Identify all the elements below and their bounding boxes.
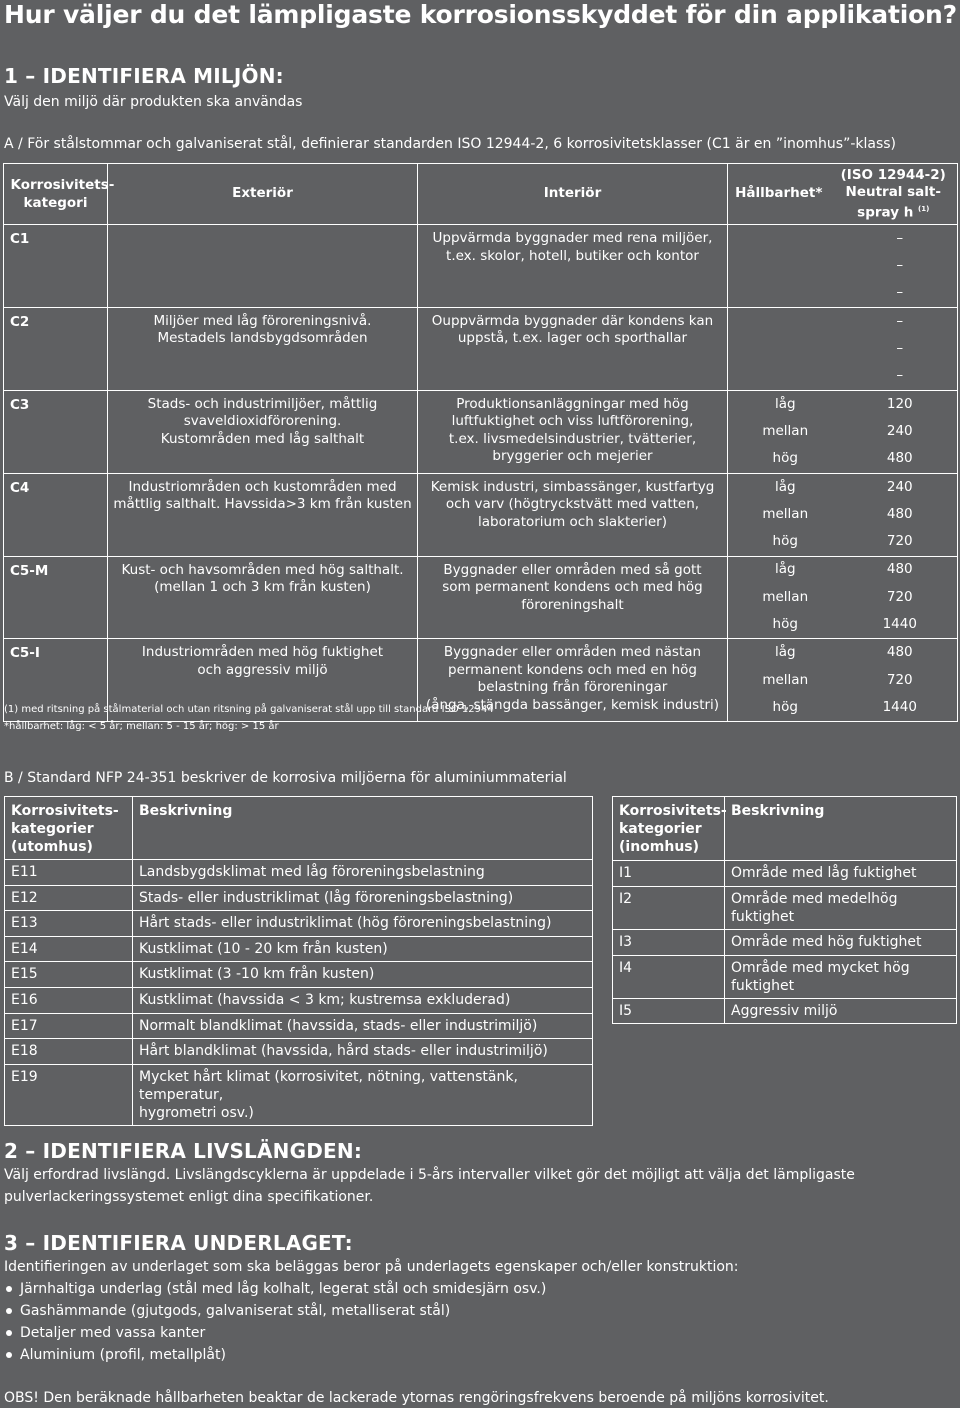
list-item: Aluminium (profil, metallplåt) <box>4 1344 546 1366</box>
category-code: E14 <box>5 936 133 962</box>
durability-level: låg <box>774 478 796 495</box>
exterior-cell: Stads- och industrimiljöer, måttlig svaveldioxidförorening. Kustområden med låg salthalt <box>108 390 418 473</box>
section3-heading: 3 – IDENTIFIERA UNDERLAGET: <box>4 1231 353 1255</box>
header-interior: Interiör <box>418 164 728 225</box>
durability-cell <box>728 639 958 722</box>
durability-cell <box>728 473 958 556</box>
footnote-1: (1) med ritsning på stålmaterial och utan ritsning på galvaniserat stål upp till standard ISO 12944 <box>4 704 494 715</box>
exterior-cell: Industriområden och kustområden med måttlig salthalt. Havssida>3 km från kusten <box>108 473 418 556</box>
salt-spray-hours: 480 <box>886 450 913 467</box>
category-description: Kustklimat (3 -10 km från kusten) <box>133 962 593 988</box>
list-item: Gashämmande (gjutgods, galvaniserat stål, metalliserat stål) <box>4 1300 546 1322</box>
category-cell: C5-M <box>4 556 108 639</box>
header-durability: Hållbarhet* <box>728 164 830 225</box>
bullet-icon <box>6 1352 12 1358</box>
durability-level <box>728 225 843 252</box>
category-code: I1 <box>613 861 725 887</box>
category-description: Aggressiv miljö <box>725 998 957 1024</box>
durability-level: låg <box>774 395 796 412</box>
durability-level: hög <box>772 450 798 467</box>
bullet-icon <box>6 1308 12 1314</box>
table-row <box>5 860 593 886</box>
outdoor-categories-table <box>4 796 593 1126</box>
table-row <box>5 885 593 911</box>
durability-level: låg <box>774 561 796 578</box>
durability-level: hög <box>772 698 798 715</box>
category-code: I3 <box>613 929 725 955</box>
category-cell: C3 <box>4 390 108 473</box>
section3-intro: Identifieringen av underlaget som ska beläggas beror på underlagets egenskaper och/eller konstruktion: <box>4 1259 739 1275</box>
interior-cell: Byggnader eller områden med nästan permanent kondens och med en hög belastning från föroreningar (ånga, stängda bassänger, kemisk industri) <box>418 639 728 722</box>
exterior-cell <box>108 225 418 308</box>
salt-spray-hours: – <box>896 229 904 246</box>
category-description: Normalt blandklimat (havssida, stads- eller industrimiljö) <box>133 1013 593 1039</box>
category-description: Kustklimat (10 - 20 km från kusten) <box>133 936 593 962</box>
table-row <box>4 307 958 390</box>
category-description: Hårt stads- eller industriklimat (hög föroreningsbelastning) <box>133 911 593 937</box>
substrate-list <box>4 1278 546 1366</box>
outdoor-header-description: Beskrivning <box>133 797 593 860</box>
salt-spray-hours: 720 <box>886 588 913 605</box>
salt-spray-hours: 240 <box>886 422 913 439</box>
durability-level: hög <box>772 533 798 550</box>
category-description: Mycket hårt klimat (korrosivitet, nötning, vattenstänk, temperatur, hygrometri osv.) <box>133 1064 593 1125</box>
table-row <box>5 1039 593 1065</box>
category-description: Område med hög fuktighet <box>725 929 957 955</box>
salt-spray-hours: 1440 <box>882 698 917 715</box>
interior-cell: Kemisk industri, simbassänger, kustfartyg och varv (högtryckstvätt med vatten, laboratorium och slakterier) <box>418 473 728 556</box>
indoor-categories-table <box>612 796 957 1024</box>
salt-spray-hours: 480 <box>886 644 913 661</box>
category-code: E15 <box>5 962 133 988</box>
bullet-icon <box>6 1330 12 1336</box>
exterior-cell: Miljöer med låg föroreningsnivå. Mestadels landsbygdsområden <box>108 307 418 390</box>
exterior-cell: Kust- och havsområden med hög salthalt. (mellan 1 och 3 km från kusten) <box>108 556 418 639</box>
bullet-icon <box>6 1286 12 1292</box>
category-description: Hårt blandklimat (havssida, hård stads- eller industrimiljö) <box>133 1039 593 1065</box>
category-code: E16 <box>5 987 133 1013</box>
category-code: I4 <box>613 955 725 998</box>
category-description: Landsbygdsklimat med låg föroreningsbelastning <box>133 860 593 886</box>
table-row <box>5 911 593 937</box>
category-cell: C1 <box>4 225 108 308</box>
table-row <box>5 962 593 988</box>
table-row <box>4 473 958 556</box>
table-row <box>613 929 957 955</box>
durability-cell <box>728 225 958 308</box>
table-row <box>4 556 958 639</box>
durability-level: mellan <box>762 588 809 605</box>
table-row <box>5 936 593 962</box>
section2-text-2: pulverlackeringssystemet enligt dina specifikationer. <box>4 1189 374 1205</box>
interior-cell: Produktionsanläggningar med hög luftfuktighet och viss luftförorening, t.ex. livsmedelsindustrier, tvätterier, bryggerier och mejerier <box>418 390 728 473</box>
section2-text-1: Välj erfordrad livslängd. Livslängdscyklerna är uppdelade i 5-års intervaller vilket gör det möjligt att välja det lämpligaste <box>4 1167 855 1183</box>
durability-level <box>728 280 843 307</box>
note: OBS! Den beräknade hållbarheten beaktar de lackerade ytornas rengöringsfrekvens beroende på miljöns korrosivitet. <box>4 1390 829 1406</box>
table-row <box>5 987 593 1013</box>
durability-cell <box>728 390 958 473</box>
category-cell: C2 <box>4 307 108 390</box>
exterior-cell: Industriområden med hög fuktighet och aggressiv miljö <box>108 639 418 722</box>
interior-cell: Byggnader eller områden med så gott som permanent kondens och med hög föroreningshalt <box>418 556 728 639</box>
category-description: Stads- eller industriklimat (låg föroreningsbelastning) <box>133 885 593 911</box>
category-cell: C4 <box>4 473 108 556</box>
header-exterior: Exteriör <box>108 164 418 225</box>
salt-spray-hours: – <box>896 312 904 329</box>
durability-level: hög <box>772 616 798 633</box>
page-title: Hur väljer du det lämpligaste korrosionsskyddet för din applikation? <box>4 0 957 29</box>
section1-heading: 1 – IDENTIFIERA MILJÖN: <box>4 64 284 88</box>
salt-spray-hours: 720 <box>886 533 913 550</box>
indoor-header-category: Korrosivitets- kategorier (inomhus) <box>613 797 725 861</box>
durability-level: låg <box>774 644 796 661</box>
interior-cell: Uppvärmda byggnader med rena miljöer, t.ex. skolor, hotell, butiker och kontor <box>418 225 728 308</box>
salt-spray-hours: – <box>896 367 904 384</box>
corrosivity-table-a <box>3 163 958 722</box>
salt-spray-hours: 120 <box>886 395 913 412</box>
durability-level <box>728 252 843 279</box>
category-code: E18 <box>5 1039 133 1065</box>
salt-spray-hours: 1440 <box>882 616 917 633</box>
category-description: Område med mycket hög fuktighet <box>725 955 957 998</box>
salt-spray-hours: 480 <box>886 561 913 578</box>
outdoor-header-category: Korrosivitets- kategorier (utomhus) <box>5 797 133 860</box>
list-item: Järnhaltiga underlag (stål med låg kolhalt, legerat stål och smidesjärn osv.) <box>4 1278 546 1300</box>
durability-level <box>728 308 843 335</box>
header-salt-spray: (ISO 12944-2) Neutral salt- spray h $^{(1)}$ <box>830 164 958 225</box>
category-code: I2 <box>613 886 725 929</box>
durability-cell <box>728 556 958 639</box>
category-code: E17 <box>5 1013 133 1039</box>
indoor-header-description: Beskrivning <box>725 797 957 861</box>
durability-level: mellan <box>762 422 809 439</box>
category-description: Kustklimat (havssida < 3 km; kustremsa exkluderad) <box>133 987 593 1013</box>
salt-spray-hours: – <box>896 340 904 357</box>
durability-cell <box>728 307 958 390</box>
list-item: Detaljer med vassa kanter <box>4 1322 546 1344</box>
table-row <box>613 886 957 929</box>
table-row <box>5 1064 593 1125</box>
salt-spray-hours: – <box>896 257 904 274</box>
salt-spray-hours: – <box>896 284 904 301</box>
interior-cell: Ouppvärmda byggnader där kondens kan uppstå, t.ex. lager och sporthallar <box>418 307 728 390</box>
category-code: E12 <box>5 885 133 911</box>
section2-heading: 2 – IDENTIFIERA LIVSLÄNGDEN: <box>4 1139 363 1163</box>
durability-level <box>728 362 843 389</box>
table-row <box>5 1013 593 1039</box>
category-cell: C5-I <box>4 639 108 722</box>
durability-level: mellan <box>762 671 809 688</box>
table-row <box>4 225 958 308</box>
section1-intro-a: A / För stålstommar och galvaniserat stål, definierar standarden ISO 12944-2, 6 korrosivitetsklasser (C1 är en ”inomhus”-klass) <box>4 136 897 152</box>
salt-spray-hours: 240 <box>886 478 913 495</box>
category-code: E13 <box>5 911 133 937</box>
header-category: Korrosivitets-kategori <box>4 164 108 225</box>
salt-spray-hours: 480 <box>886 505 913 522</box>
durability-level <box>728 335 843 362</box>
salt-spray-hours: 720 <box>886 671 913 688</box>
category-description: Område med medelhög fuktighet <box>725 886 957 929</box>
section-b-intro: B / Standard NFP 24-351 beskriver de korrosiva miljöerna för aluminiummaterial <box>4 770 567 786</box>
durability-level: mellan <box>762 505 809 522</box>
footnote-2: *hållbarhet: låg: < 5 år; mellan: 5 - 15 år; hög: > 15 år <box>4 721 279 732</box>
table-row <box>613 955 957 998</box>
table-row <box>613 861 957 887</box>
table-row <box>4 390 958 473</box>
table-row <box>613 998 957 1024</box>
category-description: Område med låg fuktighet <box>725 861 957 887</box>
category-code: E11 <box>5 860 133 886</box>
category-code: I5 <box>613 998 725 1024</box>
category-code: E19 <box>5 1064 133 1125</box>
section1-subtitle: Välj den miljö där produkten ska användas <box>4 94 303 110</box>
